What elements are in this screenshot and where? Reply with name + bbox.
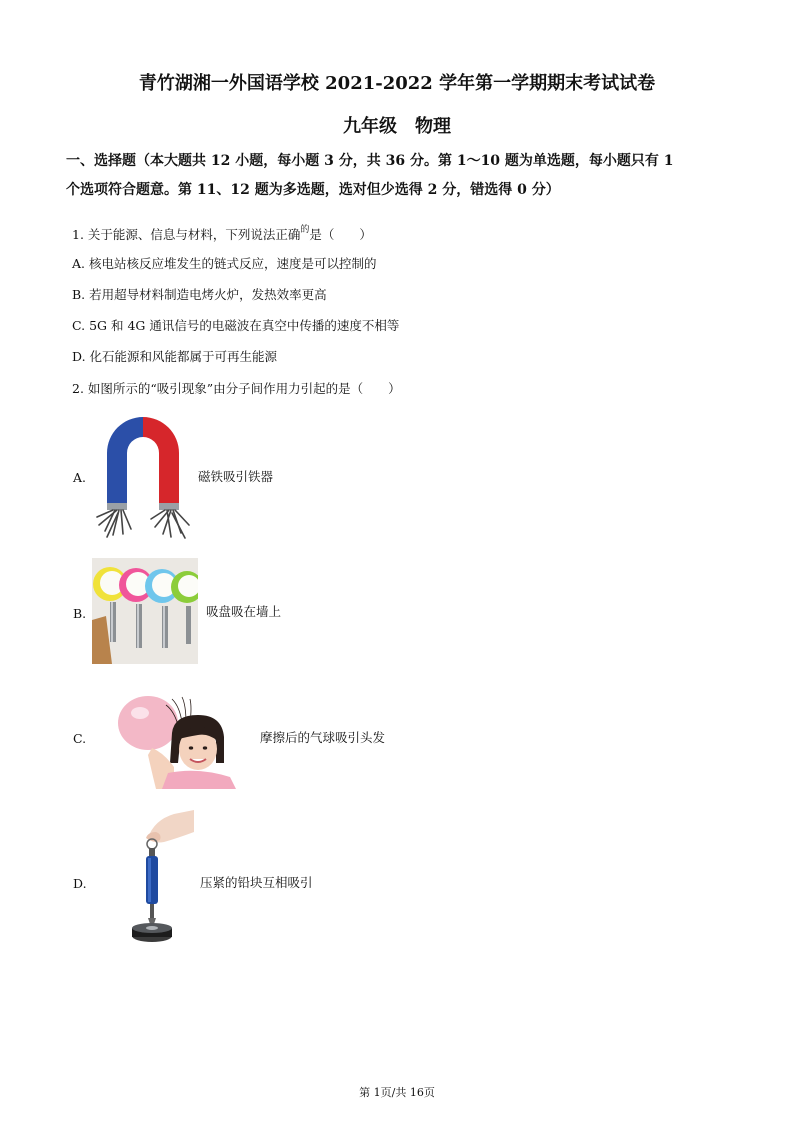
question-1-stem-a: 1. 关于能源、信息与材料，下列说法正确 bbox=[72, 227, 301, 242]
question-2-option-a-caption: 磁铁吸引铁器 bbox=[198, 469, 274, 484]
question-2-option-c-caption: 摩擦后的气球吸引头发 bbox=[260, 730, 386, 745]
question-2-option-d-caption: 压紧的铅块互相吸引 bbox=[200, 875, 313, 890]
question-2-option-a-letter: A. bbox=[73, 470, 87, 485]
page-number: 第 1页/共 16页 bbox=[359, 1086, 435, 1099]
section-heading bbox=[66, 147, 736, 205]
exam-subtitle: 九年级 物理 bbox=[343, 116, 451, 137]
balloon-girl-image bbox=[112, 693, 236, 789]
section-heading-line-1: 一、选择题（本大题共 12 小题，每小题 3 分，共 36 分。第 1～10 题为单选题，每小题只有 1 bbox=[66, 153, 674, 169]
balloon-girl-icon bbox=[112, 693, 236, 789]
suction-cup-icon bbox=[92, 558, 198, 664]
question-2-option-d-letter: D. bbox=[73, 876, 87, 891]
magnet-image bbox=[93, 413, 193, 543]
question-1-option-b: B. 若用超导材料制造电烤火炉，发热效率更高 bbox=[72, 287, 327, 302]
section-heading-line-2: 个选项符合题意。第 11、12 题为多选题，选对但少选得 2 分，错选得 0 分） bbox=[66, 182, 560, 198]
horseshoe-magnet-icon bbox=[93, 413, 193, 543]
lead-block-image bbox=[118, 808, 194, 956]
question-1-option-c: C. 5G 和 4G 通讯信号的电磁波在真空中传播的速度不相等 bbox=[72, 318, 400, 333]
question-1-stem bbox=[72, 221, 372, 244]
question-1-option-d: D. 化石能源和风能都属于可再生能源 bbox=[72, 349, 278, 364]
exam-title: 青竹湖湘一外国语学校 2021-2022 学年第一学期期末考试试卷 bbox=[138, 73, 656, 94]
question-1-stem-sup: 的 bbox=[300, 225, 310, 235]
question-2-option-b-caption: 吸盘吸在墙上 bbox=[206, 604, 282, 619]
suction-cup-image bbox=[92, 558, 198, 664]
question-2-option-c-letter: C. bbox=[73, 731, 87, 746]
question-1-stem-b: 是（ ） bbox=[309, 227, 372, 242]
lead-block-icon bbox=[118, 808, 194, 956]
question-2-stem: 2. 如图所示的“吸引现象”由分子间作用力引起的是（ ） bbox=[72, 381, 401, 396]
question-1-option-a: A. 核电站核反应堆发生的链式反应，速度是可以控制的 bbox=[72, 256, 377, 271]
question-2-option-b-letter: B. bbox=[73, 606, 87, 621]
